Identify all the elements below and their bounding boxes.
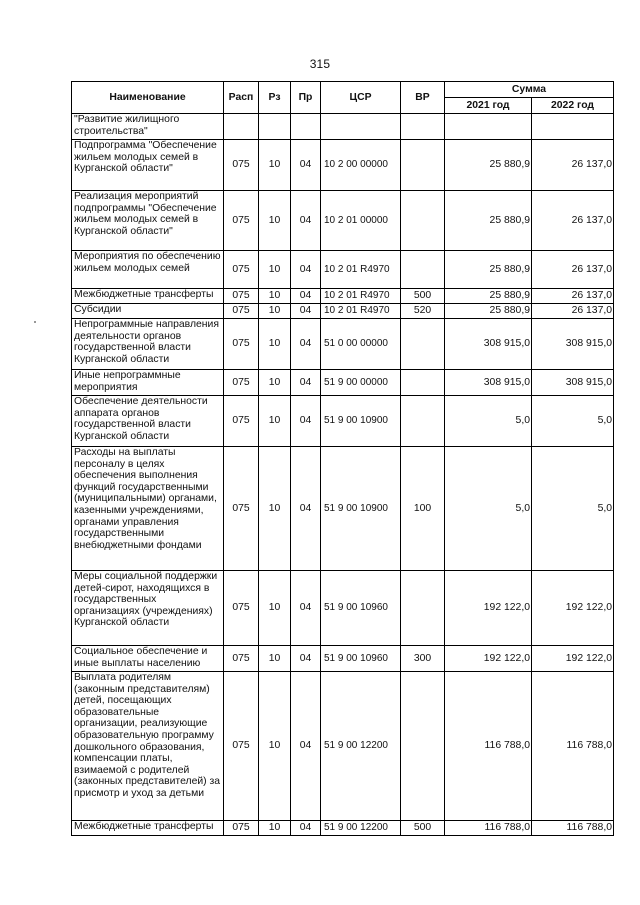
row-sum-2021: 25 880,9 <box>445 289 532 304</box>
row-rz: 10 <box>259 370 291 396</box>
row-sum-2021: 25 880,9 <box>445 140 532 191</box>
table-row <box>72 672 614 821</box>
header-pr: Пр <box>291 82 321 114</box>
row-rz: 10 <box>259 672 291 821</box>
row-name: Обеспечение деятельности аппарата органов государственной власти Курганской области <box>72 396 224 447</box>
table-row <box>72 191 614 251</box>
row-pr: 04 <box>291 370 321 396</box>
row-sum-2022: 26 137,0 <box>532 304 614 319</box>
row-sum-2022: 26 137,0 <box>532 140 614 191</box>
row-rz: 10 <box>259 821 291 836</box>
row-vr <box>401 672 445 821</box>
row-vr: 520 <box>401 304 445 319</box>
row-sum-2022: 5,0 <box>532 447 614 571</box>
row-rasp: 075 <box>224 304 259 319</box>
row-pr: 04 <box>291 396 321 447</box>
row-name: Меры социальной поддержки детей-сирот, находящихся в государственных организациях (учреждениях) Курганской области <box>72 571 224 646</box>
row-name: Межбюджетные трансферты <box>72 821 224 836</box>
row-name: Субсидии <box>72 304 224 319</box>
row-sum-2022: 308 915,0 <box>532 319 614 370</box>
row-rasp: 075 <box>224 646 259 672</box>
row-sum-2022: 5,0 <box>532 396 614 447</box>
row-sum-2021: 308 915,0 <box>445 370 532 396</box>
row-csr: 10 2 01 00000 <box>321 191 401 251</box>
table-row <box>72 821 614 836</box>
row-sum-2022: 26 137,0 <box>532 191 614 251</box>
row-name: Выплата родителям (законным представителям) детей, посещающих образовательные организации, реализующие образовательную программу дошкольного образования, компенсации платы, взимаемой с родителей (законных представителей) за присмотр и уход за детьми <box>72 672 224 821</box>
table-row <box>72 396 614 447</box>
row-rasp: 075 <box>224 447 259 571</box>
row-name: Реализация мероприятий подпрограммы "Обеспечение жильем молодых семей в Курганской области" <box>72 191 224 251</box>
row-rz: 10 <box>259 447 291 571</box>
row-csr: 10 2 01 R4970 <box>321 304 401 319</box>
row-rasp: 075 <box>224 319 259 370</box>
table-header <box>72 82 614 114</box>
row-sum-2021 <box>445 114 532 140</box>
row-csr: 51 9 00 12200 <box>321 821 401 836</box>
row-csr: 10 2 01 R4970 <box>321 251 401 289</box>
row-pr: 04 <box>291 821 321 836</box>
row-rasp: 075 <box>224 370 259 396</box>
row-rz: 10 <box>259 140 291 191</box>
row-rz: 10 <box>259 304 291 319</box>
row-rasp: 075 <box>224 672 259 821</box>
row-csr: 51 9 00 10900 <box>321 396 401 447</box>
row-pr: 04 <box>291 571 321 646</box>
row-sum-2021: 5,0 <box>445 396 532 447</box>
row-name: Непрограммные направления деятельности органов государственной власти Курганской области <box>72 319 224 370</box>
row-pr: 04 <box>291 646 321 672</box>
row-csr: 51 9 00 00000 <box>321 370 401 396</box>
row-sum-2021: 192 122,0 <box>445 646 532 672</box>
row-vr <box>401 140 445 191</box>
row-pr: 04 <box>291 447 321 571</box>
row-rasp <box>224 114 259 140</box>
table-row <box>72 289 614 304</box>
row-sum-2022 <box>532 114 614 140</box>
row-sum-2022: 308 915,0 <box>532 370 614 396</box>
row-sum-2021: 192 122,0 <box>445 571 532 646</box>
table-row <box>72 251 614 289</box>
header-rz: Рз <box>259 82 291 114</box>
row-sum-2021: 25 880,9 <box>445 251 532 289</box>
row-vr: 500 <box>401 289 445 304</box>
header-rasp: Расп <box>224 82 259 114</box>
table-row <box>72 304 614 319</box>
row-csr: 51 0 00 00000 <box>321 319 401 370</box>
row-vr <box>401 114 445 140</box>
row-pr: 04 <box>291 191 321 251</box>
row-rz: 10 <box>259 396 291 447</box>
header-name: Наименование <box>72 82 224 114</box>
row-name: "Развитие жилищного строительства" <box>72 114 224 140</box>
row-rasp: 075 <box>224 571 259 646</box>
row-rasp: 075 <box>224 821 259 836</box>
row-vr: 500 <box>401 821 445 836</box>
row-csr: 51 9 00 10900 <box>321 447 401 571</box>
row-vr: 300 <box>401 646 445 672</box>
row-pr: 04 <box>291 319 321 370</box>
table-row <box>72 319 614 370</box>
row-sum-2022: 26 137,0 <box>532 251 614 289</box>
row-csr: 51 9 00 12200 <box>321 672 401 821</box>
row-rz <box>259 114 291 140</box>
row-sum-2021: 308 915,0 <box>445 319 532 370</box>
row-csr <box>321 114 401 140</box>
table-row <box>72 646 614 672</box>
row-sum-2022: 192 122,0 <box>532 571 614 646</box>
row-name: Мероприятия по обеспечению жильем молодых семей <box>72 251 224 289</box>
page-number: 315 <box>309 57 331 71</box>
row-rasp: 075 <box>224 251 259 289</box>
header-vr: ВР <box>401 82 445 114</box>
row-csr: 51 9 00 10960 <box>321 646 401 672</box>
row-sum-2021: 116 788,0 <box>445 821 532 836</box>
row-rz: 10 <box>259 251 291 289</box>
row-name: Подпрограмма "Обеспечение жильем молодых семей в Курганской области" <box>72 140 224 191</box>
row-name: Социальное обеспечение и иные выплаты населению <box>72 646 224 672</box>
row-sum-2021: 116 788,0 <box>445 672 532 821</box>
row-pr: 04 <box>291 672 321 821</box>
row-vr: 100 <box>401 447 445 571</box>
row-pr: 04 <box>291 140 321 191</box>
table-row <box>72 571 614 646</box>
row-sum-2022: 116 788,0 <box>532 672 614 821</box>
row-rz: 10 <box>259 571 291 646</box>
row-vr <box>401 319 445 370</box>
row-vr <box>401 571 445 646</box>
table-body <box>72 114 614 836</box>
row-rz: 10 <box>259 646 291 672</box>
row-vr <box>401 396 445 447</box>
table-row <box>72 447 614 571</box>
row-sum-2021: 5,0 <box>445 447 532 571</box>
row-vr <box>401 251 445 289</box>
header-year-2021: 2021 год <box>445 98 532 114</box>
row-vr <box>401 370 445 396</box>
row-vr <box>401 191 445 251</box>
row-rasp: 075 <box>224 140 259 191</box>
row-sum-2022: 192 122,0 <box>532 646 614 672</box>
table-row <box>72 140 614 191</box>
table-row <box>72 370 614 396</box>
row-sum-2022: 26 137,0 <box>532 289 614 304</box>
row-csr: 51 9 00 10960 <box>321 571 401 646</box>
budget-table <box>71 81 614 836</box>
row-rasp: 075 <box>224 396 259 447</box>
row-name: Иные непрограммные мероприятия <box>72 370 224 396</box>
header-year-2022: 2022 год <box>532 98 614 114</box>
row-sum-2021: 25 880,9 <box>445 304 532 319</box>
row-rasp: 075 <box>224 191 259 251</box>
scan-speck <box>34 321 36 323</box>
row-rz: 10 <box>259 289 291 304</box>
row-rz: 10 <box>259 191 291 251</box>
header-sum: Сумма <box>445 82 614 98</box>
header-csr: ЦСР <box>321 82 401 114</box>
row-csr: 10 2 01 R4970 <box>321 289 401 304</box>
row-name: Расходы на выплаты персоналу в целях обеспечения выполнения функций государственными (муниципальными) органами, казенными учреждениями, органами управления государственными внебюджетными фондами <box>72 447 224 571</box>
row-pr: 04 <box>291 251 321 289</box>
table-row <box>72 114 614 140</box>
row-rz: 10 <box>259 319 291 370</box>
row-pr: 04 <box>291 289 321 304</box>
row-sum-2022: 116 788,0 <box>532 821 614 836</box>
row-rasp: 075 <box>224 289 259 304</box>
row-csr: 10 2 00 00000 <box>321 140 401 191</box>
row-pr: 04 <box>291 304 321 319</box>
row-name: Межбюджетные трансферты <box>72 289 224 304</box>
row-pr <box>291 114 321 140</box>
row-sum-2021: 25 880,9 <box>445 191 532 251</box>
